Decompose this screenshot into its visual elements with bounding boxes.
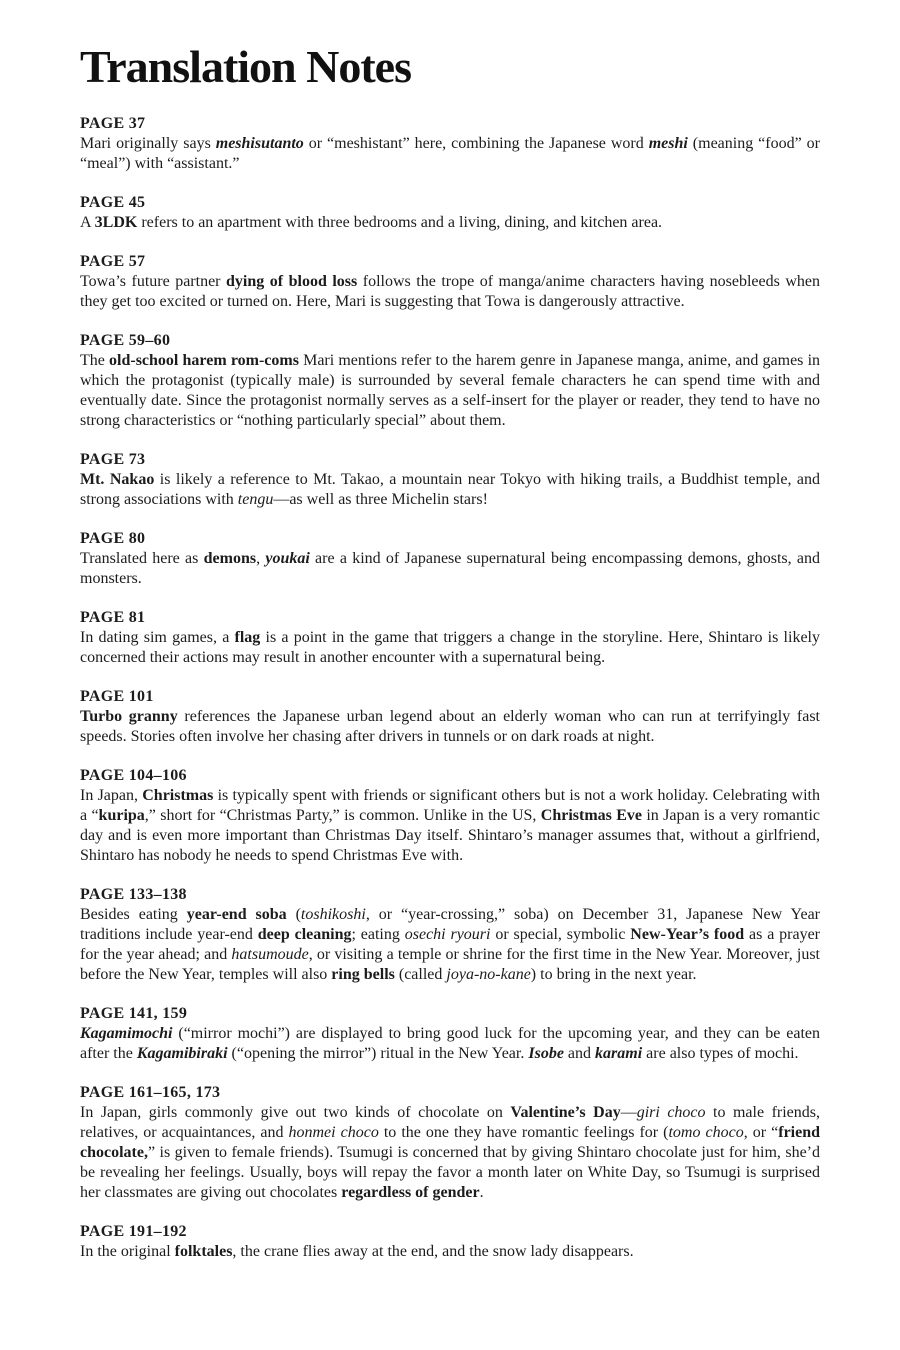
page-title: Translation Notes xyxy=(80,41,411,92)
note-section xyxy=(80,529,820,589)
note-body: Turbo granny references the Japanese urban legend about an elderly woman who can run at terrifyingly fast speeds. Stories often involve her chasing after drivers in tunnels or on dark roads at night. xyxy=(80,708,821,745)
note-body: A 3LDK refers to an apartment with three bedrooms and a living, dining, and kitchen area. xyxy=(80,214,663,231)
note-section xyxy=(80,331,820,431)
note-page-header: PAGE 57 xyxy=(80,253,146,270)
note-section xyxy=(80,1004,820,1064)
note-page-header: PAGE 80 xyxy=(80,530,146,547)
note-page-header: PAGE 104–106 xyxy=(80,767,187,784)
note-body: In Japan, girls commonly give out two kinds of chocolate on Valentine’s Day—giri choco to male friends, relatives, or acquaintances, and honmei choco to the one they have romantic feelings for (tomo choco, or “friend chocolate,” is given to female friends). Tsumugi is concerned that by giving Shintaro chocolate just for him, she’d be revealing her feelings. Usually, boys will repay the favor a month later on White Day, so Tsumugi is surprised her classmates are giving out chocolates regardless of gender. xyxy=(80,1104,821,1201)
note-body: The old-school harem rom-coms Mari mentions refer to the harem genre in Japanese manga, anime, and games in which the protagonist (typically male) is surrounded by several female characters he can spend time with and eventually date. Since the protagonist normally serves as a self-insert for the player or reader, they tend to have no strong characteristics or “nothing particularly special” about them. xyxy=(80,352,821,429)
notes-list xyxy=(80,114,820,1262)
note-page-header: PAGE 59–60 xyxy=(80,332,171,349)
note-page-header: PAGE 101 xyxy=(80,688,154,705)
note-page-header: PAGE 191–192 xyxy=(80,1223,187,1240)
note-section xyxy=(80,193,820,233)
note-page-header: PAGE 141, 159 xyxy=(80,1005,188,1022)
note-body: Besides eating year-end soba (toshikoshi, or “year-crossing,” soba) on December 31, Japanese New Year traditions include year-end deep cleaning; eating osechi ryouri or special, symbolic New-Year’s food as a prayer for the year ahead; and hatsumoude, or visiting a temple or shrine for the first time in the New Year. Moreover, just before the New Year, temples will also ring bells (called joya-no-kane) to bring in the next year. xyxy=(80,906,821,983)
note-body: Translated here as demons, youkai are a kind of Japanese supernatural being encompassing demons, ghosts, and monsters. xyxy=(80,550,821,587)
note-page-header: PAGE 45 xyxy=(80,194,146,211)
note-page-header: PAGE 161–165, 173 xyxy=(80,1084,221,1101)
note-body: In dating sim games, a flag is a point in the game that triggers a change in the storyline. Here, Shintaro is likely concerned their actions may result in another encounter with a supernatural being. xyxy=(80,629,820,666)
note-body: Mari originally says meshisutanto or “meshistant” here, combining the Japanese word meshi (meaning “food” or “meal”) with “assistant.” xyxy=(80,135,820,172)
note-section xyxy=(80,766,820,866)
note-section xyxy=(80,687,820,747)
note-body: Towa’s future partner dying of blood loss follows the trope of manga/anime characters having nosebleeds when they get too excited or turned on. Here, Mari is suggesting that Towa is dangerously attractive. xyxy=(80,273,820,310)
note-body: In Japan, Christmas is typically spent with friends or significant others but is not a work holiday. Celebrating with a “kuripa,” short for “Christmas Party,” is common. Unlike in the US, Christmas Eve in Japan is a very romantic day and is even more important than Christmas Day itself. Shintaro’s manager assumes that, without a girlfriend, Shintaro has nobody he needs to spend Christmas Eve with. xyxy=(80,787,820,864)
note-section xyxy=(80,885,820,985)
note-page-header: PAGE 133–138 xyxy=(80,886,187,903)
note-body: Kagamimochi (“mirror mochi”) are displayed to bring good luck for the upcoming year, and they can be eaten after the Kagamibiraki (“opening the mirror”) ritual in the New Year. Isobe and karami are also types of mochi. xyxy=(80,1025,820,1062)
note-body: Mt. Nakao is likely a reference to Mt. Takao, a mountain near Tokyo with hiking trails, a Buddhist temple, and strong associations with tengu—as well as three Michelin stars! xyxy=(80,471,820,508)
note-section xyxy=(80,450,820,510)
note-section xyxy=(80,252,820,312)
note-page-header: PAGE 37 xyxy=(80,115,146,132)
note-section xyxy=(80,608,820,668)
note-page-header: PAGE 73 xyxy=(80,451,146,468)
note-section xyxy=(80,1222,820,1262)
note-body: In the original folktales, the crane flies away at the end, and the snow lady disappears. xyxy=(80,1243,634,1260)
note-section xyxy=(80,1083,820,1203)
note-page-header: PAGE 81 xyxy=(80,609,146,626)
note-section xyxy=(80,114,820,174)
